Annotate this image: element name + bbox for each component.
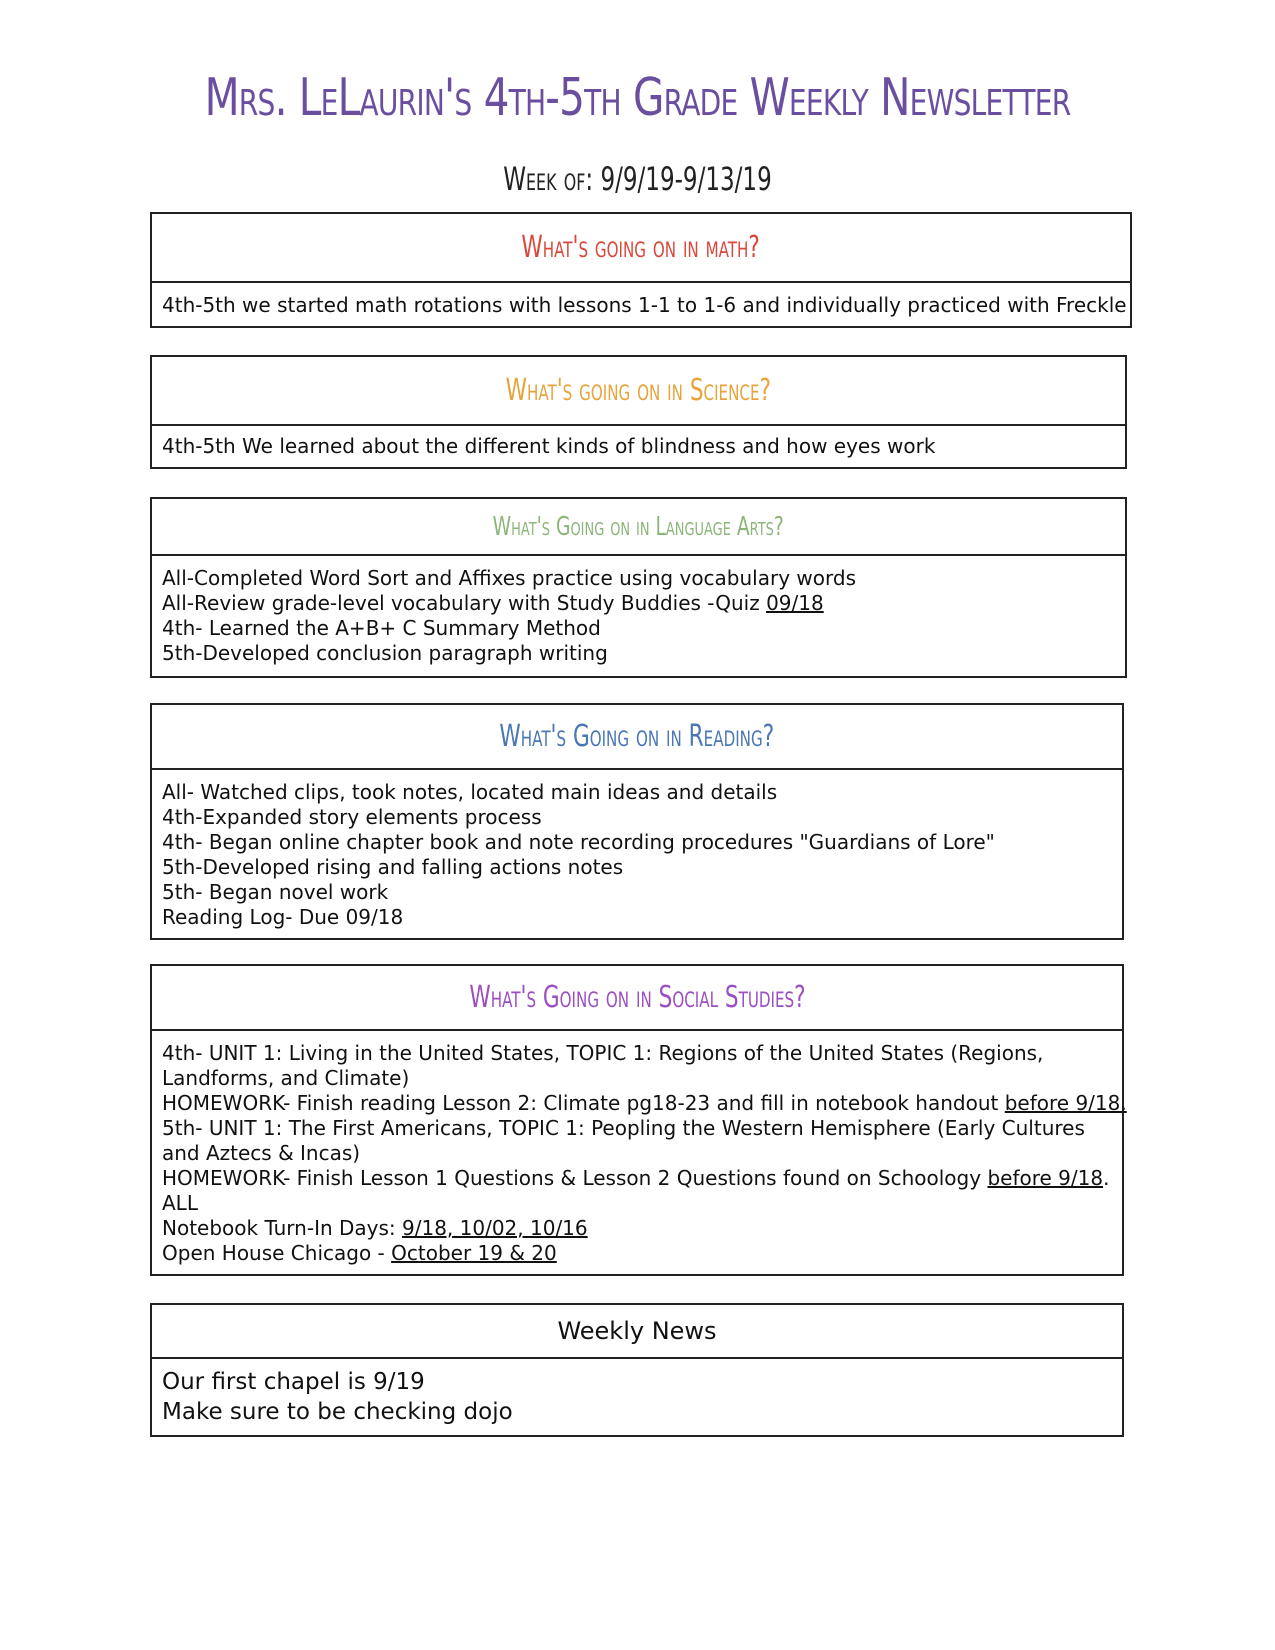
science-section bbox=[150, 355, 1127, 469]
math-heading: What's going on in math? bbox=[521, 230, 761, 265]
language-arts-heading-row bbox=[152, 499, 1125, 556]
ss-line-6-due: before 9/18 bbox=[987, 1166, 1104, 1190]
open-house-dates: October 19 & 20 bbox=[391, 1241, 557, 1265]
language-arts-body bbox=[152, 556, 1125, 676]
quiz-date-link: 09/18 bbox=[766, 591, 824, 615]
ss-line-3 bbox=[162, 1091, 1127, 1116]
notebook-dates: 9/18, 10/02, 10/16 bbox=[402, 1216, 588, 1240]
weekly-news-body bbox=[152, 1359, 1122, 1435]
math-line: 4th-5th we started math rotations with lessons 1-1 to 1-6 and individually practiced with Freckle bbox=[162, 293, 1127, 317]
math-section bbox=[150, 212, 1132, 328]
language-arts-section bbox=[150, 497, 1127, 678]
la-line-4: 5th-Developed conclusion paragraph writing bbox=[162, 641, 608, 665]
math-heading-row bbox=[152, 214, 1130, 283]
ss-line-8-text: Notebook Turn-In Days: bbox=[162, 1216, 403, 1240]
reading-line-1: All- Watched clips, took notes, located main ideas and details bbox=[162, 780, 778, 804]
ss-line-9-text: Open House Chicago - bbox=[162, 1241, 392, 1265]
newsletter-title: Mrs. LeLaurin's 4th-5th Grade Weekly Newsletter bbox=[204, 68, 1071, 128]
news-line-1: Our first chapel is 9/19 bbox=[162, 1369, 425, 1395]
ss-line-8 bbox=[162, 1216, 1112, 1241]
reading-heading-row bbox=[152, 705, 1122, 770]
reading-line-3: 4th- Began online chapter book and note recording procedures "Guardians of Lore" bbox=[162, 830, 995, 854]
reading-heading: What's Going on in Reading? bbox=[499, 719, 775, 754]
weekly-news-heading-row bbox=[152, 1305, 1122, 1359]
science-heading-row bbox=[152, 357, 1125, 426]
social-studies-heading-row bbox=[152, 966, 1122, 1031]
ss-line-6-end: . bbox=[1103, 1166, 1110, 1190]
ss-line-4: 5th- UNIT 1: The First Americans, TOPIC 1: Peopling the Western Hemisphere (Early Cultures bbox=[162, 1116, 1085, 1140]
reading-line-2: 4th-Expanded story elements process bbox=[162, 805, 542, 829]
social-studies-section bbox=[150, 964, 1127, 1276]
reading-body bbox=[152, 770, 1122, 938]
ss-line-1: 4th- UNIT 1: Living in the United States, TOPIC 1: Regions of the United States (Regions, bbox=[162, 1041, 1044, 1065]
ss-line-5: and Aztecs & Incas) bbox=[162, 1141, 361, 1165]
la-line-2 bbox=[162, 591, 1115, 616]
math-body bbox=[152, 283, 1130, 326]
news-line-2: Make sure to be checking dojo bbox=[162, 1399, 513, 1425]
ss-line-7: ALL bbox=[162, 1191, 198, 1215]
reading-section bbox=[150, 703, 1124, 940]
weekly-news-heading: Weekly News bbox=[557, 1317, 717, 1345]
la-line-2-text: All-Review grade-level vocabulary with Study Buddies -Quiz bbox=[162, 591, 767, 615]
ss-line-6 bbox=[162, 1166, 1112, 1191]
science-line: 4th-5th We learned about the different kinds of blindness and how eyes work bbox=[162, 434, 936, 458]
science-heading: What's going on in Science? bbox=[505, 373, 772, 408]
social-studies-body bbox=[152, 1031, 1127, 1274]
social-studies-heading: What's Going on in Social Studies? bbox=[468, 980, 806, 1015]
ss-line-3-due: before 9/18. bbox=[1004, 1091, 1127, 1115]
reading-line-4: 5th-Developed rising and falling actions notes bbox=[162, 855, 624, 879]
science-body bbox=[152, 426, 1125, 467]
ss-line-6-text: HOMEWORK- Finish Lesson 1 Questions & Lesson 2 Questions found on Schoology bbox=[162, 1166, 988, 1190]
ss-line-2: Landforms, and Climate) bbox=[162, 1066, 410, 1090]
la-line-1: All-Completed Word Sort and Affixes practice using vocabulary words bbox=[162, 566, 856, 590]
week-of: Week of: 9/9/19-9/13/19 bbox=[503, 160, 772, 198]
ss-line-3-text: HOMEWORK- Finish reading Lesson 2: Climate pg18-23 and fill in notebook handout bbox=[162, 1091, 1005, 1115]
weekly-news-section bbox=[150, 1303, 1124, 1437]
reading-line-6: Reading Log- Due 09/18 bbox=[162, 905, 404, 929]
language-arts-heading: What's Going on in Language Arts? bbox=[492, 511, 785, 542]
la-line-3: 4th- Learned the A+B+ C Summary Method bbox=[162, 616, 601, 640]
ss-line-9 bbox=[162, 1241, 1112, 1266]
reading-line-5: 5th- Began novel work bbox=[162, 880, 389, 904]
